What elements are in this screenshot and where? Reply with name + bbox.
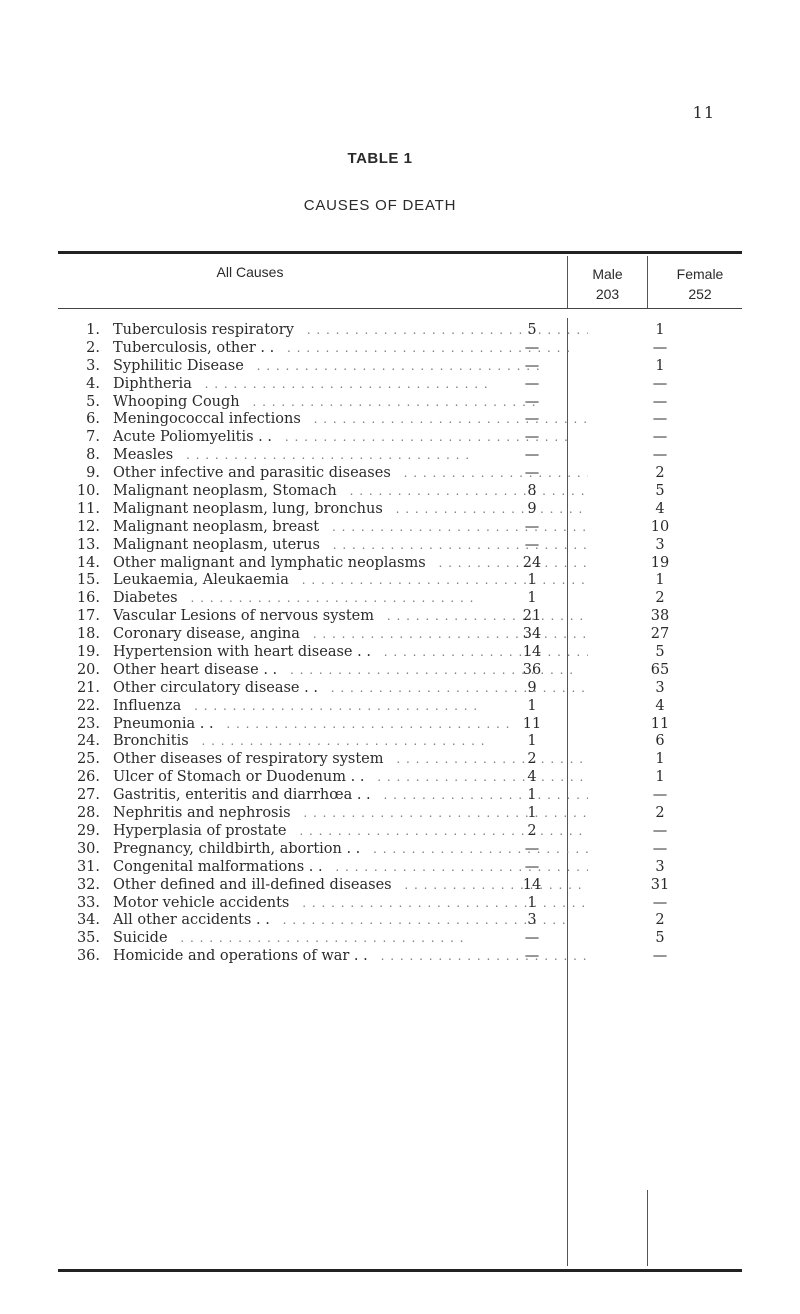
cause-name: All other accidents . . . . [113, 912, 588, 930]
cause-name: Influenza . . [113, 698, 588, 716]
male-count: — [524, 858, 540, 875]
cause-name: Tuberculosis, other . . . . [113, 340, 588, 358]
table-row [60, 608, 740, 626]
top-rule [58, 251, 742, 254]
row-number: 26. [76, 769, 100, 786]
male-count: 1 [527, 805, 537, 822]
cause-name: Leukaemia, Aleukaemia . . [113, 572, 588, 590]
row-number: 17. [76, 608, 100, 625]
table-row [60, 930, 740, 948]
male-count: — [524, 840, 540, 857]
table-row [60, 501, 740, 519]
row-number: 31. [76, 858, 100, 875]
cause-name: Other defined and ill-defined diseases . . [113, 877, 588, 895]
cause-name: Bronchitis . . [113, 733, 588, 751]
cause-name: Syphilitic Disease . . [113, 358, 588, 376]
table-row [60, 358, 740, 376]
row-number: 15. [76, 572, 100, 589]
row-number: 9. [86, 465, 100, 482]
male-count: 8 [527, 483, 537, 500]
cause-name: Pregnancy, childbirth, abortion . . . . [113, 841, 588, 859]
table-row [60, 322, 740, 340]
table-row [60, 733, 740, 751]
female-count: 2 [655, 912, 665, 929]
cause-name: Homicide and operations of war . . . . [113, 948, 588, 966]
cause-name: Diabetes . . [113, 590, 588, 608]
female-count: — [652, 375, 668, 392]
male-count: 9 [527, 679, 537, 696]
row-number: 8. [86, 447, 100, 464]
female-count: 4 [655, 697, 665, 714]
female-count: — [652, 429, 668, 446]
row-number: 1. [86, 322, 100, 338]
male-count: — [524, 375, 540, 392]
female-count: 2 [655, 465, 665, 482]
male-count: 1 [527, 894, 537, 911]
female-count: 11 [650, 715, 670, 732]
row-number: 27. [76, 787, 100, 804]
female-count: 4 [655, 500, 665, 517]
row-number: 32. [76, 876, 100, 893]
cause-name: Ulcer of Stomach or Duodenum . . . . [113, 769, 588, 787]
female-count: 1 [655, 572, 665, 589]
page-number: 11 [692, 103, 715, 122]
male-count: 24 [522, 554, 542, 571]
row-number: 20. [76, 661, 100, 678]
cause-name: Malignant neoplasm, breast . . [113, 519, 588, 537]
table-row [60, 555, 740, 573]
male-count: — [524, 930, 540, 947]
bottom-rule [58, 1269, 742, 1272]
female-count: 2 [655, 805, 665, 822]
female-count: — [652, 948, 668, 965]
table-row [60, 340, 740, 358]
row-number: 24. [76, 733, 100, 750]
cause-name: Coronary disease, angina . . [113, 626, 588, 644]
row-number: 12. [76, 518, 100, 535]
row-number: 21. [76, 679, 100, 696]
male-count: 21 [522, 608, 542, 625]
table-row [60, 769, 740, 787]
cause-name: Tuberculosis respiratory . . [113, 322, 588, 340]
female-count: 3 [655, 536, 665, 553]
female-count: 3 [655, 679, 665, 696]
header-divider-left [567, 256, 568, 308]
male-count: 3 [527, 912, 537, 929]
cause-name: Suicide . . [113, 930, 588, 948]
male-count: 2 [527, 822, 537, 839]
cause-name: Diphtheria . . [113, 376, 588, 394]
female-count: — [652, 787, 668, 804]
cause-name: Other diseases of respiratory system . . [113, 751, 588, 769]
header-rule [58, 308, 742, 309]
table-row [60, 537, 740, 555]
cause-name: Meningococcal infections . . [113, 411, 588, 429]
female-count: 10 [650, 518, 670, 535]
table-row [60, 662, 740, 680]
header-female-label: Female [676, 266, 724, 282]
female-count: — [652, 447, 668, 464]
table-row [60, 626, 740, 644]
row-number: 3. [86, 357, 100, 374]
table-row [60, 572, 740, 590]
male-count: 5 [527, 322, 537, 338]
cause-name: Motor vehicle accidents . . [113, 895, 588, 913]
female-count: — [652, 822, 668, 839]
cause-name: Vascular Lesions of nervous system . . [113, 608, 588, 626]
male-count: 2 [527, 751, 537, 768]
table-row [60, 465, 740, 483]
row-number: 35. [76, 930, 100, 947]
female-count: 1 [655, 322, 665, 338]
row-number: 5. [86, 393, 100, 410]
row-number: 11. [76, 500, 100, 517]
male-count: 1 [527, 572, 537, 589]
male-count: — [524, 429, 540, 446]
male-count: 4 [527, 769, 537, 786]
female-count: 1 [655, 357, 665, 374]
cause-name: Measles . . [113, 447, 588, 465]
row-number: 6. [86, 411, 100, 428]
male-count: 1 [527, 787, 537, 804]
header-male-total: 203 [595, 286, 620, 302]
male-count: 14 [522, 876, 542, 893]
header-female [660, 264, 740, 304]
column-divider-right [647, 1190, 648, 1266]
cause-name: Other malignant and lymphatic neoplasms . . [113, 555, 588, 573]
table-row [60, 912, 740, 930]
table-row [60, 751, 740, 769]
female-count: 6 [655, 733, 665, 750]
row-number: 19. [76, 644, 100, 661]
row-number: 13. [76, 536, 100, 553]
female-count: 3 [655, 858, 665, 875]
female-count: 5 [655, 930, 665, 947]
row-number: 28. [76, 805, 100, 822]
row-number: 2. [86, 339, 100, 356]
male-count: — [524, 465, 540, 482]
cause-name: Other infective and parasitic diseases . . [113, 465, 588, 483]
male-count: — [524, 948, 540, 965]
female-count: 1 [655, 751, 665, 768]
female-count: — [652, 840, 668, 857]
row-number: 33. [76, 894, 100, 911]
table-title: TABLE 1 [347, 150, 413, 167]
row-number: 34. [76, 912, 100, 929]
header-all-causes: All Causes [216, 264, 284, 280]
row-number: 4. [86, 375, 100, 392]
cause-name: Hypertension with heart disease . . . . [113, 644, 588, 662]
causes-table-body [60, 322, 740, 966]
cause-name: Congenital malformations . . . . [113, 859, 588, 877]
table-row [60, 590, 740, 608]
table-row [60, 841, 740, 859]
female-count: 1 [655, 769, 665, 786]
male-count: — [524, 339, 540, 356]
table-row [60, 716, 740, 734]
table-row [60, 483, 740, 501]
female-count: — [652, 894, 668, 911]
female-count: 5 [655, 483, 665, 500]
row-number: 16. [76, 590, 100, 607]
table-row [60, 859, 740, 877]
male-count: — [524, 518, 540, 535]
table-subtitle: CAUSES OF DEATH [303, 197, 457, 214]
cause-name: Gastritis, enteritis and diarrhœa . . . . [113, 787, 588, 805]
female-count: — [652, 393, 668, 410]
table-row [60, 877, 740, 895]
cause-name: Malignant neoplasm, Stomach . . [113, 483, 588, 501]
row-number: 18. [76, 626, 100, 643]
table-row [60, 376, 740, 394]
female-count: 31 [650, 876, 670, 893]
row-number: 25. [76, 751, 100, 768]
female-count: 2 [655, 590, 665, 607]
male-count: 36 [522, 661, 542, 678]
male-count: 1 [527, 590, 537, 607]
row-number: 36. [76, 948, 100, 965]
male-count: — [524, 357, 540, 374]
row-number: 22. [76, 697, 100, 714]
female-count: — [652, 339, 668, 356]
male-count: — [524, 536, 540, 553]
table-row [60, 895, 740, 913]
table-row [60, 429, 740, 447]
cause-name: Malignant neoplasm, lung, bronchus . . [113, 501, 588, 519]
male-count: 11 [522, 715, 542, 732]
cause-name: Malignant neoplasm, uterus . . [113, 537, 588, 555]
male-count: — [524, 393, 540, 410]
table-row [60, 823, 740, 841]
female-count: — [652, 411, 668, 428]
header-male-label: Male [592, 266, 623, 282]
row-number: 10. [76, 483, 100, 500]
table-row [60, 948, 740, 966]
table-row [60, 698, 740, 716]
row-number: 23. [76, 715, 100, 732]
male-count: 1 [527, 697, 537, 714]
row-number: 7. [86, 429, 100, 446]
table-row [60, 680, 740, 698]
male-count: 1 [527, 733, 537, 750]
female-count: 38 [650, 608, 670, 625]
female-count: 65 [650, 661, 670, 678]
table-row [60, 447, 740, 465]
table-row [60, 805, 740, 823]
header-male [575, 264, 640, 304]
male-count: 34 [522, 626, 542, 643]
cause-name: Whooping Cough . . [113, 394, 588, 412]
table-row [60, 519, 740, 537]
table-row [60, 644, 740, 662]
header-female-total: 252 [688, 286, 712, 302]
row-number: 30. [76, 840, 100, 857]
table-row [60, 394, 740, 412]
female-count: 19 [650, 554, 670, 571]
table-row [60, 411, 740, 429]
table-row [60, 787, 740, 805]
cause-name: Pneumonia . . . . [113, 716, 588, 734]
female-count: 5 [655, 644, 665, 661]
cause-name: Hyperplasia of prostate . . [113, 823, 588, 841]
header-divider-right [647, 256, 648, 308]
male-count: 14 [522, 644, 542, 661]
cause-name: Other heart disease . . . . [113, 662, 588, 680]
male-count: — [524, 411, 540, 428]
male-count: — [524, 447, 540, 464]
female-count: 27 [650, 626, 670, 643]
row-number: 29. [76, 822, 100, 839]
cause-name: Nephritis and nephrosis . . [113, 805, 588, 823]
cause-name: Acute Poliomyelitis . . . . [113, 429, 588, 447]
row-number: 14. [76, 554, 100, 571]
male-count: 9 [527, 500, 537, 517]
cause-name: Other circulatory disease . . . . [113, 680, 588, 698]
